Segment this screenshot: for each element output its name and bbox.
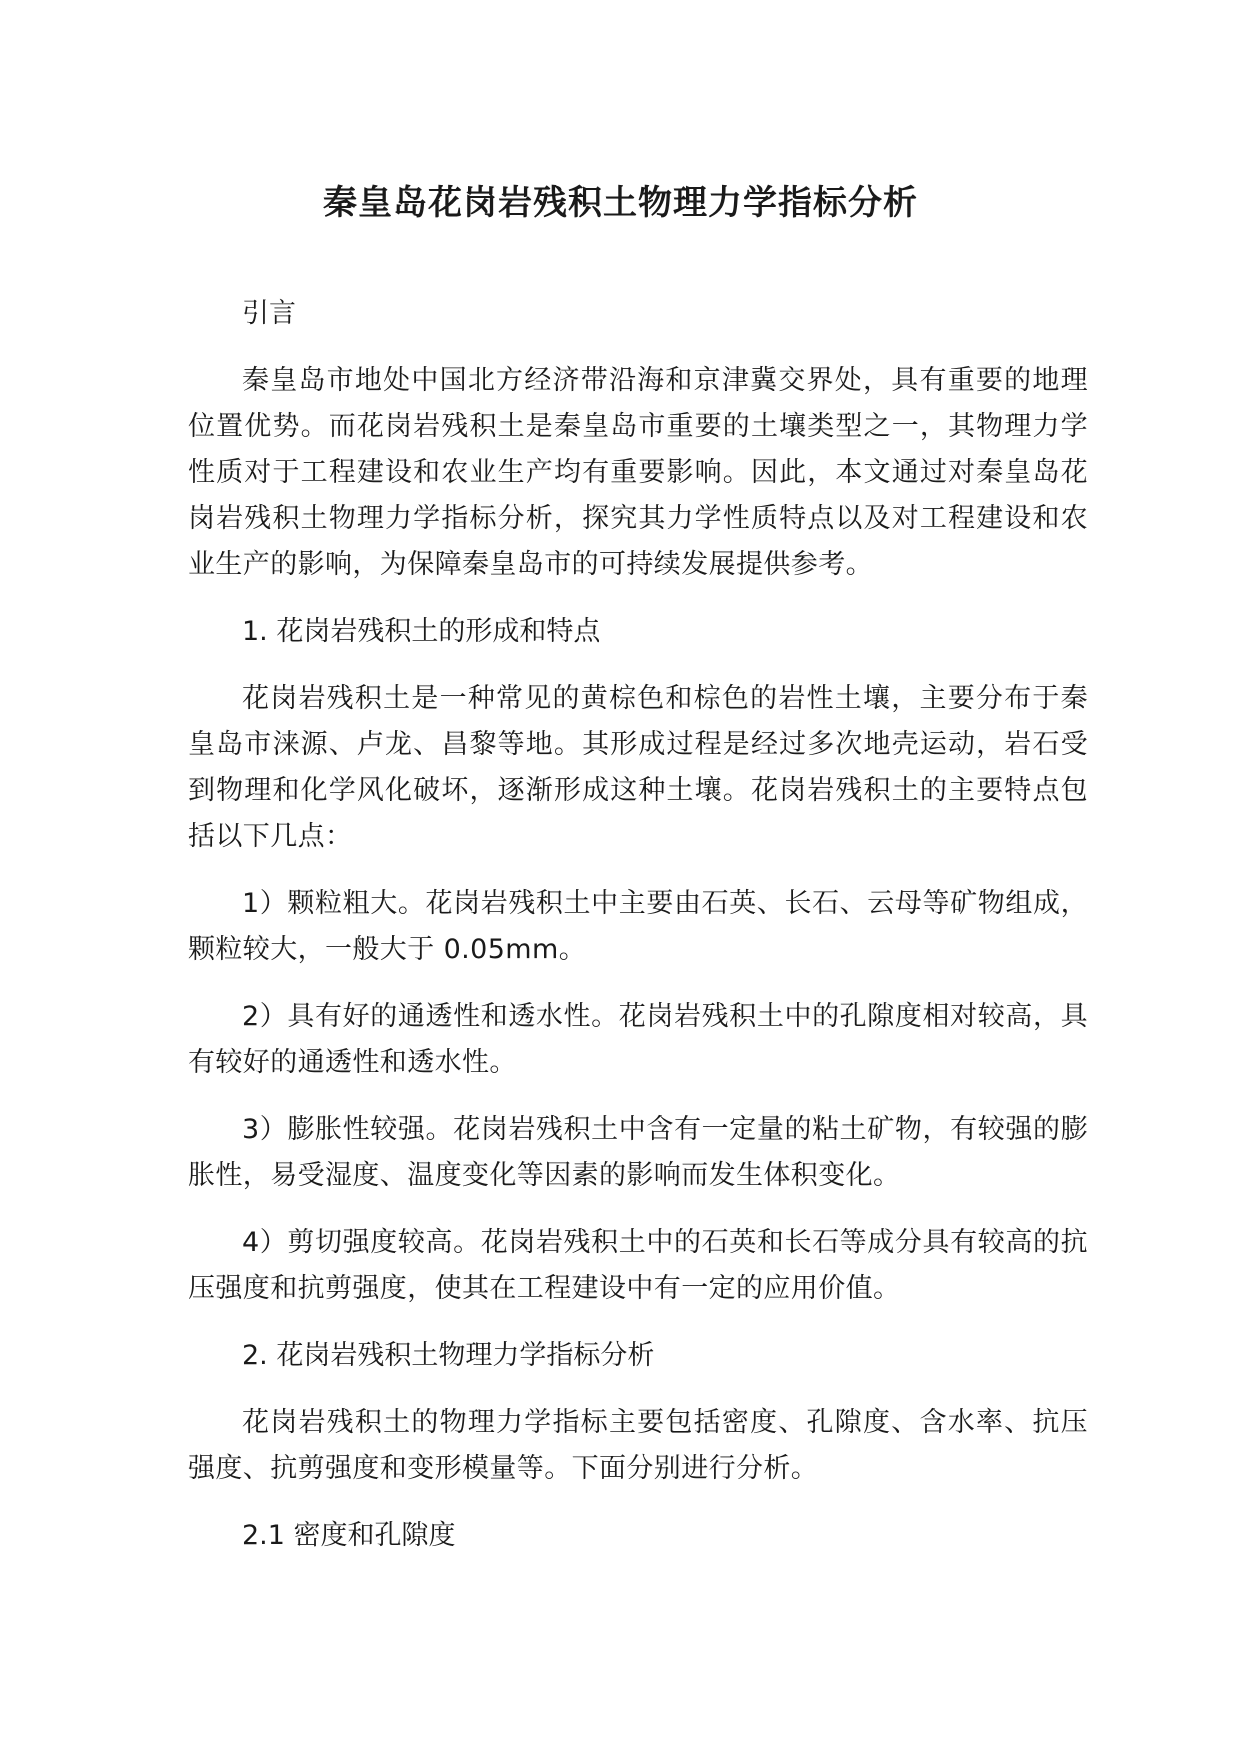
paragraph-feature-3: 3）膨胀性较强。花岗岩残积土中含有一定量的粘土矿物，有较强的膨胀性，易受湿度、温度变化等因素的影响而发生体积变化。	[188, 1114, 1088, 1191]
paragraph-formation: 花岗岩残积土是一种常见的黄棕色和棕色的岩性土壤，主要分布于秦皇岛市涞源、卢龙、昌黎等地。其形成过程是经过多次地壳运动，岩石受到物理和化学风化破坏，逐渐形成这种土壤。花岗岩残积土的主要特点包括以下几点：	[188, 683, 1088, 852]
section-heading-2-1: 2.1 密度和孔隙度	[242, 1520, 456, 1551]
paragraph-feature-4: 4）剪切强度较高。花岗岩残积土中的石英和长石等成分具有较高的抗压强度和抗剪强度，使其在工程建设中有一定的应用价值。	[188, 1227, 1088, 1304]
paragraph-intro: 秦皇岛市地处中国北方经济带沿海和京津冀交界处，具有重要的地理位置优势。而花岗岩残积土是秦皇岛市重要的土壤类型之一，其物理力学性质对于工程建设和农业生产均有重要影响。因此，本文通过对秦皇岛花岗岩残积土物理力学指标分析，探究其力学性质特点以及对工程建设和农业生产的影响，为保障秦皇岛市的可持续发展提供参考。	[188, 365, 1088, 580]
document-body	[188, 291, 1088, 1580]
document-title: 秦皇岛花岗岩残积土物理力学指标分析	[323, 183, 918, 223]
section-heading-2: 2. 花岗岩残积土物理力学指标分析	[242, 1340, 655, 1371]
paragraph-feature-2: 2）具有好的通透性和透水性。花岗岩残积土中的孔隙度相对较高，具有较好的通透性和透水性。	[188, 1001, 1088, 1078]
section-heading-intro: 引言	[242, 298, 296, 329]
paragraph-indicators: 花岗岩残积土的物理力学指标主要包括密度、孔隙度、含水率、抗压强度、抗剪强度和变形模量等。下面分别进行分析。	[188, 1407, 1088, 1484]
section-heading-1: 1. 花岗岩残积土的形成和特点	[242, 616, 601, 647]
paragraph-feature-1: 1）颗粒粗大。花岗岩残积土中主要由石英、长石、云母等矿物组成，颗粒较大，一般大于 0.05mm。	[188, 888, 1088, 965]
